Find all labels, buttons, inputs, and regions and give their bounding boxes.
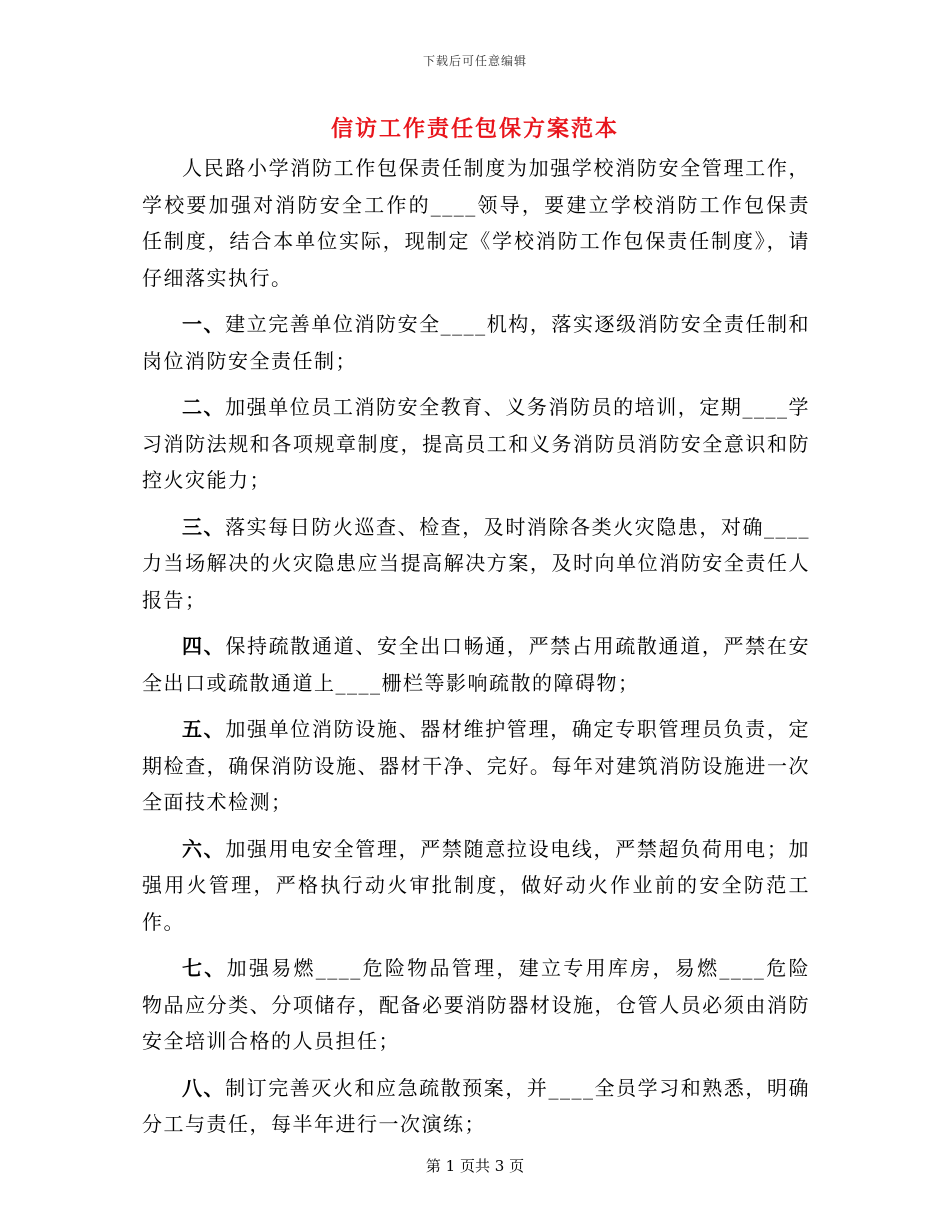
document-title: 信访工作责任包保方案范本: [330, 116, 619, 142]
item-text: 加强单位消防设施、器材维护管理，确定专职管理员负责，定期检查，确保消防设施、器材干净、完好。每年对建筑消防设施进一次全面技术检测；: [142, 717, 811, 814]
item-text: 保持疏散通道、安全出口畅通，严禁占用疏散通道，严禁在安全出口或疏散通道上____栅栏等影响疏散的障碍物；: [142, 634, 811, 695]
item-number: 七、: [182, 956, 227, 980]
item-paragraph-1: [142, 306, 810, 379]
document-body: [142, 150, 810, 1153]
header-note: 下载后可任意编辑: [422, 54, 527, 68]
item-paragraph-4: [142, 628, 810, 701]
item-text: 落实每日防火巡查、检查，及时消除各类火灾隐患，对确____力当场解决的火灾隐患应当提高解决方案，及时向单位消防安全责任人报告；: [142, 514, 811, 612]
item-number: 五、: [182, 717, 226, 741]
item-text: 加强易燃____危险物品管理，建立专用库房，易燃____危险物品应分类、分项储存，配备必要消防器材设施，仓管人员必须由消防安全培训合格的人员担任；: [142, 956, 811, 1053]
item-paragraph-2: [142, 389, 810, 499]
item-number: 二、: [182, 395, 226, 419]
item-number: 八、: [182, 1075, 226, 1100]
item-number: 六、: [182, 836, 226, 861]
item-paragraph-7: [142, 950, 810, 1060]
item-number: 四、: [182, 634, 226, 658]
item-text: 加强用电安全管理，严禁随意拉设电线，严禁超负荷用电；加强用火管理，严格执行动火审批制度，做好动火作业前的安全防范工作。: [142, 836, 811, 934]
item-number: 三、: [182, 514, 226, 539]
item-paragraph-5: [142, 711, 810, 821]
item-paragraph-3: [142, 509, 810, 619]
item-text: 加强单位员工消防安全教育、义务消防员的培训，定期____学习消防法规和各项规章制度，提高员工和义务消防员消防安全意识和防控火灾能力；: [142, 395, 811, 492]
intro-paragraph: 人民路小学消防工作包保责任制度为加强学校消防安全管理工作，学校要加强对消防安全工作的____领导，要建立学校消防工作包保责任制度，结合本单位实际，现制定《学校消防工作包保责任制度》，请仔细落实执行。: [142, 156, 810, 290]
item-text: 建立完善单位消防安全____机构，落实逐级消防安全责任制和岗位消防安全责任制；: [142, 312, 811, 373]
item-paragraph-8: [142, 1070, 810, 1143]
page-indicator: 第 1 页共 3 页: [425, 1157, 525, 1175]
item-text: 制订完善灭火和应急疏散预案，并____全员学习和熟悉，明确分工与责任，每半年进行一次演练；: [142, 1075, 811, 1136]
item-paragraph-6: [142, 831, 810, 941]
item-number: 一、: [182, 312, 226, 336]
